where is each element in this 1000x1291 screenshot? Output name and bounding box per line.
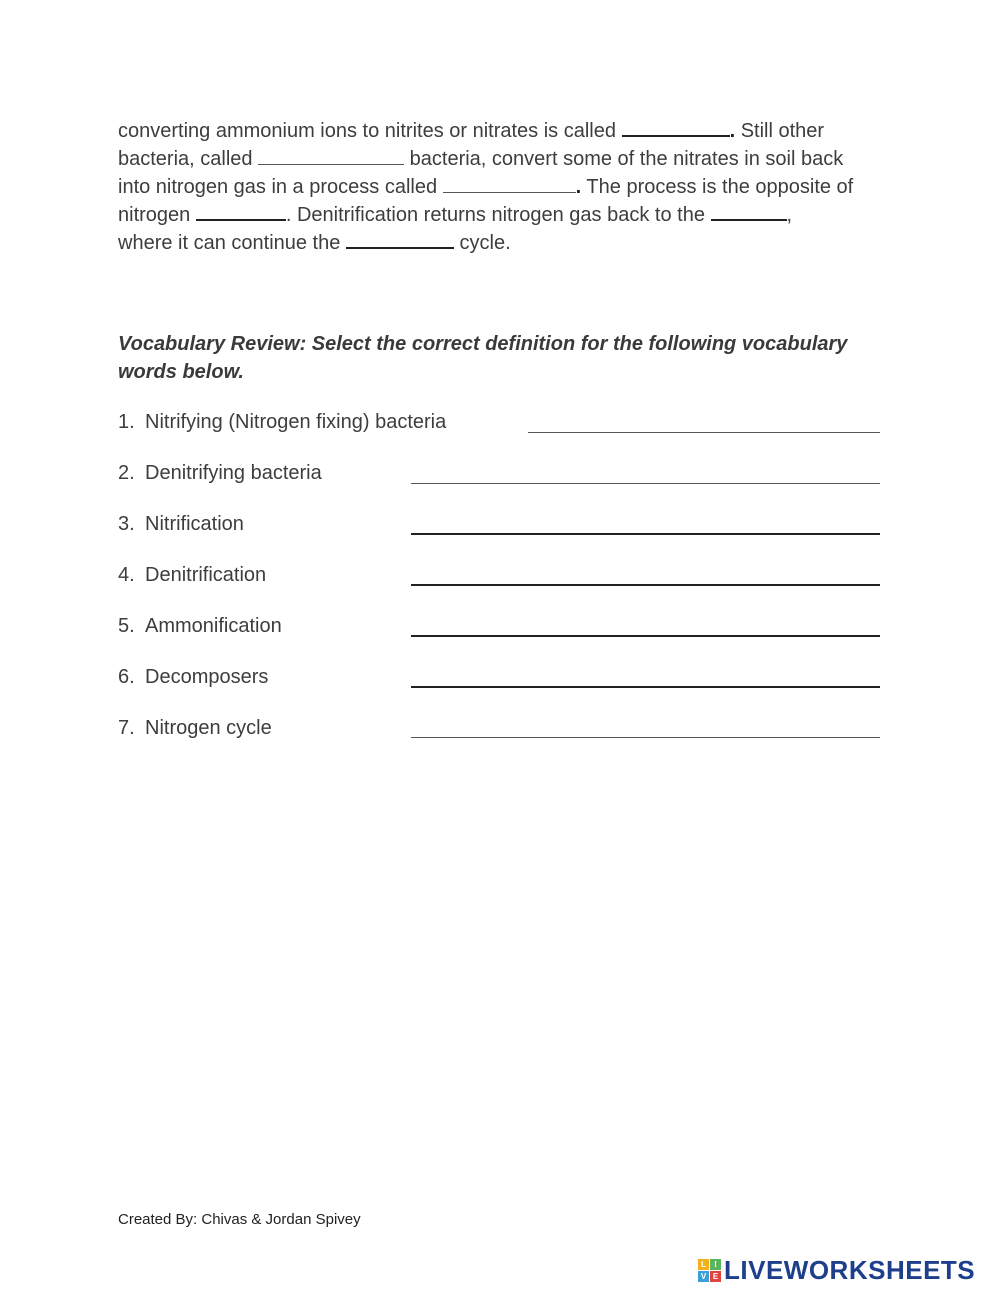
paragraph-line-4 [118, 201, 888, 229]
vocab-term: Denitrification [145, 564, 267, 586]
paragraph-line-5 [118, 229, 888, 257]
paragraph-text: where it can continue the [118, 232, 341, 254]
logo-block: V [698, 1271, 709, 1282]
paragraph-text: bacteria, called [118, 148, 253, 170]
vocab-number: 7. [118, 717, 135, 739]
paragraph-text: . Denitrification returns nitrogen gas back to the [285, 204, 705, 226]
vocabulary-heading: Vocabulary Review: Select the correct definition for the following vocabulary words below. [118, 333, 848, 383]
paragraph-text: . [575, 176, 582, 198]
vocab-item [118, 714, 272, 742]
paragraph-text: bacteria, convert some of the nitrates in soil back [409, 148, 844, 170]
liveworksheets-logo[interactable] [698, 1256, 975, 1284]
vocab-item [118, 561, 266, 589]
vocab-answer-line[interactable] [411, 533, 880, 535]
vocab-number: 6. [118, 666, 135, 688]
paragraph-text: nitrogen [118, 204, 191, 226]
vocab-number: 1. [118, 411, 135, 433]
vocab-number: 2. [118, 462, 135, 484]
vocab-answer-line[interactable] [411, 686, 880, 688]
vocab-term: Nitrifying (Nitrogen fixing) bacteria [145, 411, 447, 433]
vocab-term: Decomposers [145, 666, 269, 688]
vocab-answer-line[interactable] [411, 737, 880, 738]
vocab-number: 5. [118, 615, 135, 637]
blank-answer-field[interactable] [622, 117, 730, 137]
vocab-term: Nitrification [145, 513, 244, 535]
paragraph-line-3 [118, 173, 888, 201]
fill-in-paragraph [118, 117, 888, 257]
blank-answer-field[interactable] [346, 229, 454, 249]
vocab-answer-line[interactable] [411, 635, 880, 637]
paragraph-text: cycle. [459, 232, 511, 254]
paragraph-text: , [786, 204, 793, 226]
vocab-item [118, 459, 322, 487]
vocab-term: Ammonification [145, 615, 282, 637]
vocab-answer-line[interactable] [528, 432, 880, 433]
logo-block: I [710, 1259, 721, 1270]
paragraph-text: converting ammonium ions to nitrites or nitrates is called [118, 120, 616, 142]
blank-answer-field[interactable] [711, 201, 787, 221]
credit-footer: Created By: Chivas & Jordan Spivey [118, 1211, 361, 1228]
paragraph-text: into nitrogen gas in a process called [118, 176, 438, 198]
logo-block: L [698, 1259, 709, 1270]
paragraph-text: The process is the opposite of [586, 176, 854, 198]
blank-answer-field[interactable] [443, 174, 576, 193]
vocab-number: 3. [118, 513, 135, 535]
blank-answer-field[interactable] [258, 146, 404, 165]
vocab-term: Nitrogen cycle [145, 717, 272, 739]
paragraph-text: . [729, 120, 736, 142]
vocab-answer-line[interactable] [411, 584, 880, 586]
vocab-item [118, 510, 244, 538]
vocab-number: 4. [118, 564, 135, 586]
logo-text: LIVEWORKSHEETS [724, 1254, 976, 1285]
paragraph-text: Still other [740, 120, 825, 142]
vocab-term: Denitrifying bacteria [145, 462, 322, 484]
logo-block: E [710, 1271, 721, 1282]
vocab-item [118, 408, 446, 436]
paragraph-line-1 [118, 117, 888, 145]
blank-answer-field[interactable] [196, 201, 286, 221]
paragraph-line-2 [118, 145, 888, 173]
vocab-answer-line[interactable] [411, 483, 880, 484]
vocab-item [118, 663, 268, 691]
vocab-item [118, 612, 282, 640]
logo-blocks-icon [698, 1259, 721, 1282]
